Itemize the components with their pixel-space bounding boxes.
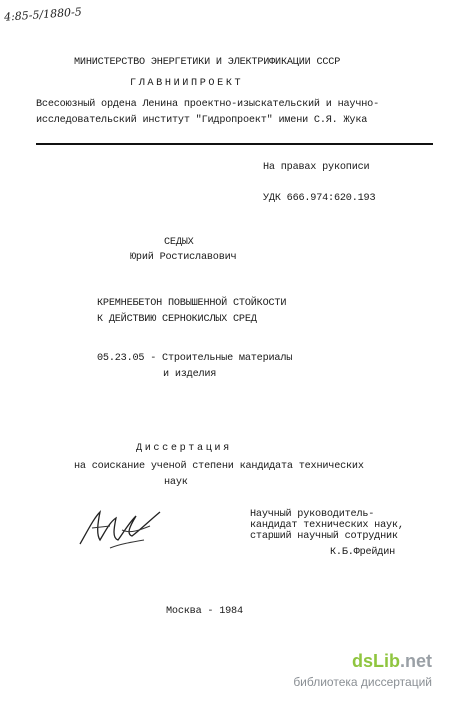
institute-line-2: исследовательский институт "Гидропроект" имени С.Я. Жука <box>36 115 368 126</box>
header-divider <box>36 143 433 145</box>
agency-line: ГЛАВНИИПРОЕКТ <box>130 78 244 89</box>
author-name: Юрий Ростиславович <box>130 252 237 263</box>
watermark-logo-part2: .net <box>399 651 432 671</box>
degree-line-1: на соискание ученой степени кандидата технических <box>74 461 364 472</box>
supervisor-name: К.Б.Фрейдин <box>330 547 396 558</box>
place-and-year: Москва - 1984 <box>166 606 243 617</box>
watermark-subtitle: библиотека диссертаций <box>293 675 432 689</box>
institute-line-1: Всесоюзный ордена Ленина проектно-изыскательский и научно- <box>36 99 379 110</box>
dslib-watermark-logo <box>352 651 432 672</box>
author-surname: СЕДЫХ <box>164 237 194 248</box>
udk-code: УДК 666.974:620.193 <box>263 193 376 204</box>
archive-handwritten-mark: 4:85-5/1880-5 <box>3 5 83 24</box>
dissertation-label: Диссертация <box>136 443 232 454</box>
supervisor-line-3: старший научный сотрудник <box>250 531 398 542</box>
specialty-line-1: 05.23.05 - Строительные материалы <box>97 353 293 364</box>
supervisor-line-1: Научный руководитель- <box>250 509 375 520</box>
specialty-line-2: и изделия <box>163 369 217 380</box>
title-line-2: К ДЕЙСТВИЮ СЕРНОКИСЛЫХ СРЕД <box>97 314 257 325</box>
degree-line-2: наук <box>164 477 188 488</box>
rights-note: На правах рукописи <box>263 162 370 173</box>
title-line-1: КРЕМНЕБЕТОН ПОВЫШЕННОЙ СТОЙКОСТИ <box>97 298 287 309</box>
signature-scribble <box>70 500 180 560</box>
watermark-logo-part1: dsLib <box>351 651 400 671</box>
supervisor-line-2: кандидат технических наук, <box>250 520 404 531</box>
ministry-line: МИНИСТЕРСТВО ЭНЕРГЕТИКИ И ЭЛЕКТРИФИКАЦИИ СССР <box>74 57 341 68</box>
